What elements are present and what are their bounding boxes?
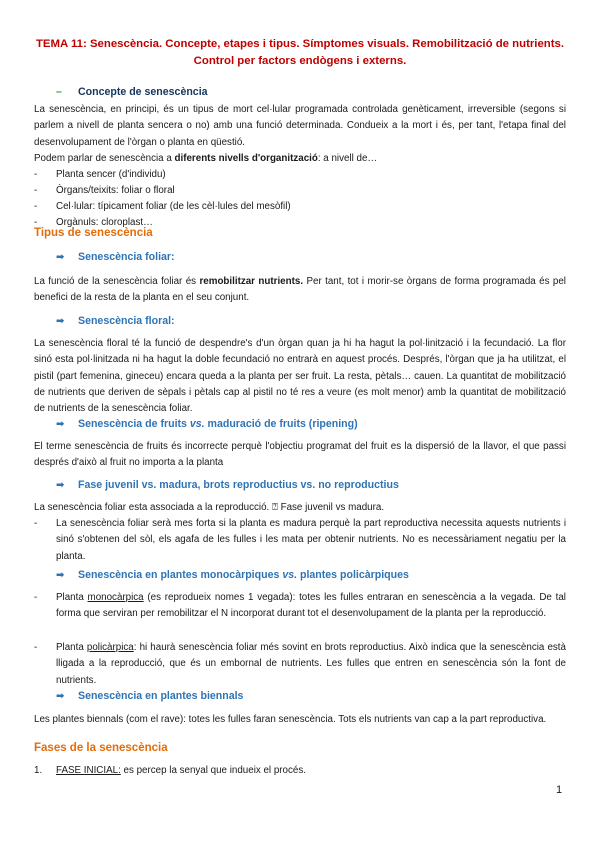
concept-paragraph: La senescència, en principi, és un tipus de mort cel·lular programada controlada genèticament, irreversible (segons si parlem a nivell de planta sencera o no) amb una funció determinada. Condueix a la mort i és, per tant, l'etapa final del desenvolupament de l'òrgan o planta en qüestió. [34,104,566,148]
arrow-right-icon: ➡ [56,316,65,327]
arrow-right-icon: ➡ [56,691,65,702]
floral-heading: ➡ Senescència floral: [56,315,175,327]
arrow-right-icon: ➡ [56,480,65,491]
foliar-heading: ➡ Senescència foliar: [56,251,175,263]
fases-heading: Fases de la senescència [34,742,168,754]
arrow-right-icon: ➡ [56,252,65,263]
list-item: 1. FASE INICIAL: es percep la senyal que indueix el procés. [34,765,306,776]
list-item: - Orgànuls: cloroplast… [34,217,153,228]
mono-heading: ➡ Senescència en plantes monocàrpiques vs. plantes policàrpiques [56,569,409,581]
list-item: - Planta policàrpica: hi haurà senescència foliar més sovint en brots reproductius. Això indica que la senescència està lligada a la reproducció, que és un embornal de nutrients. Les fulles que entren en senescència són la font de nutrients. [34,642,566,686]
arrow-right-icon: ➡ [56,570,65,581]
dash-icon: – [56,86,62,98]
tipus-heading: Tipus de senescència [34,227,153,239]
page-number: 1 [556,784,563,796]
fruits-paragraph: El terme senescència de fruits és incorrecte perquè l'objectiu programat del fruit es la dispersió de la llavor, el que passi després d'això al fruit no importa a la planta [34,441,566,469]
juvenil-heading: ➡ Fase juvenil vs. madura, brots reproductius vs. no reproductius [56,479,399,491]
biennals-heading: ➡ Senescència en plantes biennals [56,690,244,702]
levels-intro: Podem parlar de senescència a diferents nivells d'organització: a nivell de… [34,153,378,164]
biennals-paragraph: Les plantes biennals (com el rave): totes les fulles faran senescència. Tots els nutrients van cap a la part reproductiva. [34,714,547,725]
juvenil-paragraph: La senescència foliar esta associada a la reproducció. ⍰ Fase juvenil vs madura. [34,502,385,513]
list-item: - La senescència foliar serà mes forta si la planta es madura perquè la part reproductiva necessita aquests nutrients i sinó s'obtenen del sòl, els agafa de les fulles i les mata per obtenir nutrients. No es necessàriament negatiu per la planta. [34,518,566,562]
list-item: - Cel·lular: típicament foliar (de les cèl·lules del mesòfil) [34,201,291,212]
foliar-paragraph: La funció de la senescència foliar és remobilitzar nutrients. Per tant, tot i morir-se òrgans de forma programada és pel benefici de la resta de la planta en el seu conjunt. [34,276,566,304]
page-title: TEMA 11: Senescència. Concepte, etapes i tipus. Símptomes visuals. Remobilització de nutrients. Control per factors endògens i externs. [35,38,565,67]
arrow-right-icon: ➡ [56,419,65,430]
floral-paragraph: La senescència floral té la funció de despendre's d'un òrgan quan ja hi ha hagut la pol·linització i la fecundació. La flor sinó esta pol·linitzada ni ha hagut la doble fecundació no entrarà en aquest procés. Després, l'òrgan que ja ha utilitzat, el pistil (part femenina, gineceu) encara queda a la planta per ser fruit. La resta, pètals… cauen. La quantitat de mobilització de nutrients que deriven de sèpals i pètals cap al pistil no té res a veure (es molt menor) amb la quantitat de mobilització de nutrients de la senescència foliar. [34,338,566,415]
list-item: - Òrgans/teixits: foliar o floral [34,185,175,196]
list-item: - Planta monocàrpica (es reprodueix nomes 1 vegada): totes les fulles entraran en senescència a la vegada. De tal forma que serviran per remobilitzar el N incorporat durant tot el desenvolupament de la planta per la reproducció. [34,592,566,620]
concept-heading: – Concepte de senescència [56,86,208,98]
list-item: - Planta sencer (d'individu) [34,169,166,180]
fruits-heading: ➡ Senescència de fruits vs. maduració de fruits (ripening) [56,418,358,430]
